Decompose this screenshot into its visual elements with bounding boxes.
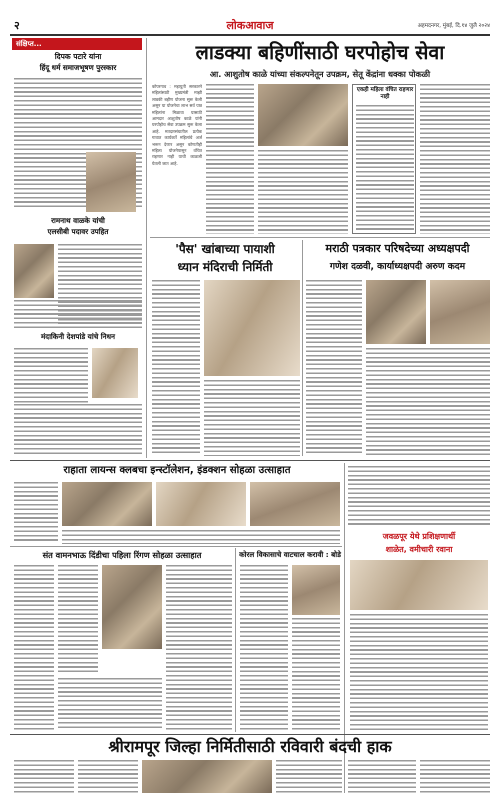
rahata-article-col2 — [62, 530, 340, 544]
koral-photo — [292, 565, 340, 615]
shrirampur-article-col3 — [276, 760, 342, 793]
shrirampur-article-col1 — [14, 760, 74, 793]
masthead-rule — [10, 34, 490, 36]
pais-photo — [204, 280, 300, 376]
highlight-box — [352, 84, 416, 234]
rahata-photo-2 — [156, 482, 246, 526]
brief3-photo — [92, 348, 138, 398]
shrirampur-photo — [142, 760, 272, 793]
shrirampur-article-col2 — [78, 760, 138, 793]
pais-article-col2 — [204, 380, 300, 456]
sant-article-col3 — [58, 678, 162, 731]
main-article-col3 — [258, 150, 348, 234]
rule-1 — [150, 237, 490, 238]
rahata-photo-1 — [62, 482, 152, 526]
brief1-subtitle: हिंदू धर्म समाजभूषण पुरस्कार — [39, 63, 117, 72]
sant-headline: संत वामनभाऊ दिंडीचा पहिला रिंगण सोहळा उत्साहात — [42, 550, 202, 560]
main-article-col2 — [206, 84, 254, 234]
brief3-body — [14, 348, 88, 404]
patrakar-photo-1 — [366, 280, 426, 344]
jawalke-headline-1: जवळपूर येथे प्रशिक्षणार्थी — [382, 532, 456, 541]
koral-article-col2 — [292, 618, 340, 731]
patrakar-photo-2 — [430, 280, 490, 344]
koral-headline: कोरल विकासाचे वाटचाल करावी : बोडे — [239, 550, 341, 559]
brief2-title: रामनाथ वाळके यांची — [51, 216, 105, 225]
highlight-box-body — [356, 105, 414, 231]
dateline: अहमदनगर, मुंबई, दि.१४ जुलै २०२४ — [417, 23, 490, 29]
sant-article-col1 — [14, 565, 54, 731]
rule-4 — [10, 734, 490, 735]
patrakar-headline-1: मराठी पत्रकार परिषदेच्या अध्यक्षपदी — [325, 242, 470, 255]
sidebar-section-label: संक्षिप्त... — [12, 38, 142, 50]
divider-4 — [235, 548, 236, 732]
patrakar-article-col2 — [366, 348, 490, 456]
brief2-subtitle: एलसीबी पदावर उपहित — [47, 227, 109, 236]
shrirampur-article-col4 — [348, 760, 416, 793]
sidebar-divider — [146, 38, 147, 458]
koral-article-col1 — [240, 565, 288, 731]
divider-2 — [302, 240, 303, 456]
rahata-article-col1 — [14, 482, 58, 542]
jawalke-photo — [350, 560, 488, 610]
pais-article-col1 — [152, 280, 200, 456]
patrakar-article-col1 — [306, 280, 362, 456]
jawalke-article — [350, 614, 488, 730]
patrakar-headline-2: गणेश दळवी, कार्याध्यक्षपदी अरुण कदम — [329, 261, 466, 272]
main-article-col1: कोपरगाव : महायुती सरकारने महिलांसाठी मुख्यमंत्री माझी लाडकी बहीण योजना सुरू केली असून या योजनेचा लाभ सर्व पात्र महिलांना मिळावा यासाठी आमदार आशुतोष काळे यांनी घरपोहोच सेवा उपक्रम सुरू केला आहे. मतदारसंघातील प्रत्येक गावात कार्यकर्ते महिलांचे अर्ज भरून देणार असून कोणतीही महिला योजनेपासून वंचित राहणार नाही याची काळजी घेतली जात आहे. — [152, 84, 202, 166]
shrirampur-headline: श्रीरामपूर जिल्हा निर्मितीसाठी रविवारी बंदची हाक — [108, 737, 392, 756]
sant-article-col2 — [58, 565, 98, 675]
jawalke-headline-2: शाळेत, वमीचारी रवाना — [385, 545, 453, 554]
main-subheadline: आ. आशुतोष काळे यांच्या संकल्पनेतून उपक्रम, सेतू केंद्रांना धक्का पोकळी — [209, 69, 431, 79]
brief3-title: मंदाकिनी देशपांडे यांचे निधन — [40, 332, 116, 341]
brief2-body-cont — [14, 300, 142, 328]
main-article-col4 — [420, 84, 490, 234]
sant-photo — [102, 565, 162, 649]
brief3-body-cont — [14, 404, 142, 456]
brief1-photo — [86, 152, 136, 212]
right-article-top — [348, 466, 490, 526]
brief1-title: दिपक पटारे यांना — [54, 52, 102, 61]
page-number: २ — [14, 19, 20, 32]
main-photo — [258, 84, 348, 146]
main-headline: लाडक्या बहिणींसाठी घरपोहोच सेवा — [195, 41, 445, 64]
shrirampur-article-col5 — [420, 760, 490, 793]
rahata-photo-3 — [250, 482, 340, 526]
highlight-box-title: एकही महिला वंचित राहणार नाही — [356, 87, 414, 100]
rule-3 — [10, 546, 342, 547]
brief2-photo — [14, 244, 54, 298]
sant-article-col4 — [166, 565, 232, 731]
pais-headline-2: ध्यान मंदिराची निर्मिती — [177, 260, 273, 274]
rule-2 — [10, 460, 490, 461]
newspaper-logo: लोकआवाज — [226, 19, 274, 32]
rahata-headline: राहाता लायन्स क्लबचा इन्स्टॉलेशन, इंडक्शन सोहळा उत्साहात — [63, 465, 291, 476]
pais-headline-1: 'पैस' खांबाच्या पायाशी — [175, 242, 275, 256]
